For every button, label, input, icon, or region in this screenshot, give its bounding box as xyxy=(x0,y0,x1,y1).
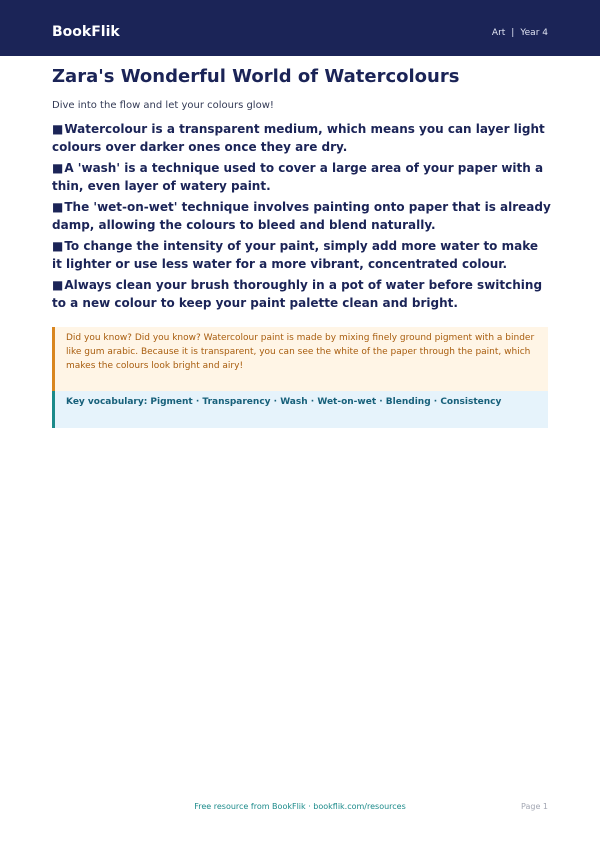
fact-item xyxy=(52,237,552,273)
page-subtitle: Dive into the flow and let your colours glow! xyxy=(52,100,274,111)
did-you-know-callout: Did you know? Did you know? Watercolour paint is made by mixing finely ground pigment with a binder like gum arabic. Because it is transparent, you can see the white of the paper through the paint, which makes the colours look bright and airy! xyxy=(52,327,548,391)
fact-item xyxy=(52,198,552,234)
page-number: Page 1 xyxy=(521,802,548,811)
fact-item xyxy=(52,120,552,156)
square-bullet-icon: ■ xyxy=(52,239,64,253)
vocabulary-callout: Key vocabulary: Pigment · Transparency · Wash · Wet-on-wet · Blending · Consistency xyxy=(52,391,548,428)
square-bullet-icon: ■ xyxy=(52,278,64,292)
page-header xyxy=(0,0,600,56)
square-bullet-icon: ■ xyxy=(52,161,64,175)
fact-text: Always clean your brush thoroughly in a pot of water before switching to a new colour to keep your paint palette clean and bright. xyxy=(52,278,543,310)
facts-list xyxy=(52,120,552,315)
page-title: Zara's Wonderful World of Watercolours xyxy=(52,66,460,87)
square-bullet-icon: ■ xyxy=(52,200,64,214)
fact-text: The 'wet-on-wet' technique involves painting onto paper that is already damp, allowing the colours to bleed and blend naturally. xyxy=(52,200,551,232)
fact-text: To change the intensity of your paint, simply add more water to make it lighter or use less water for a more vibrant, concentrated colour. xyxy=(52,239,538,271)
fact-item xyxy=(52,276,552,312)
fact-text: Watercolour is a transparent medium, which means you can layer light colours over darker ones once they are dry. xyxy=(52,122,545,154)
meta-separator: | xyxy=(511,28,515,38)
square-bullet-icon: ■ xyxy=(52,122,64,136)
year-label: Year 4 xyxy=(520,28,548,38)
fact-text: A 'wash' is a technique used to cover a large area of your paper with a thin, even layer of watery paint. xyxy=(52,161,544,193)
footer-link[interactable]: Free resource from BookFlik · bookflik.com/resources xyxy=(194,802,406,811)
subject-label: Art xyxy=(491,28,506,38)
brand-logo-text[interactable]: BookFlik xyxy=(52,24,120,40)
fact-item xyxy=(52,159,552,195)
subject-year-label xyxy=(492,27,548,39)
